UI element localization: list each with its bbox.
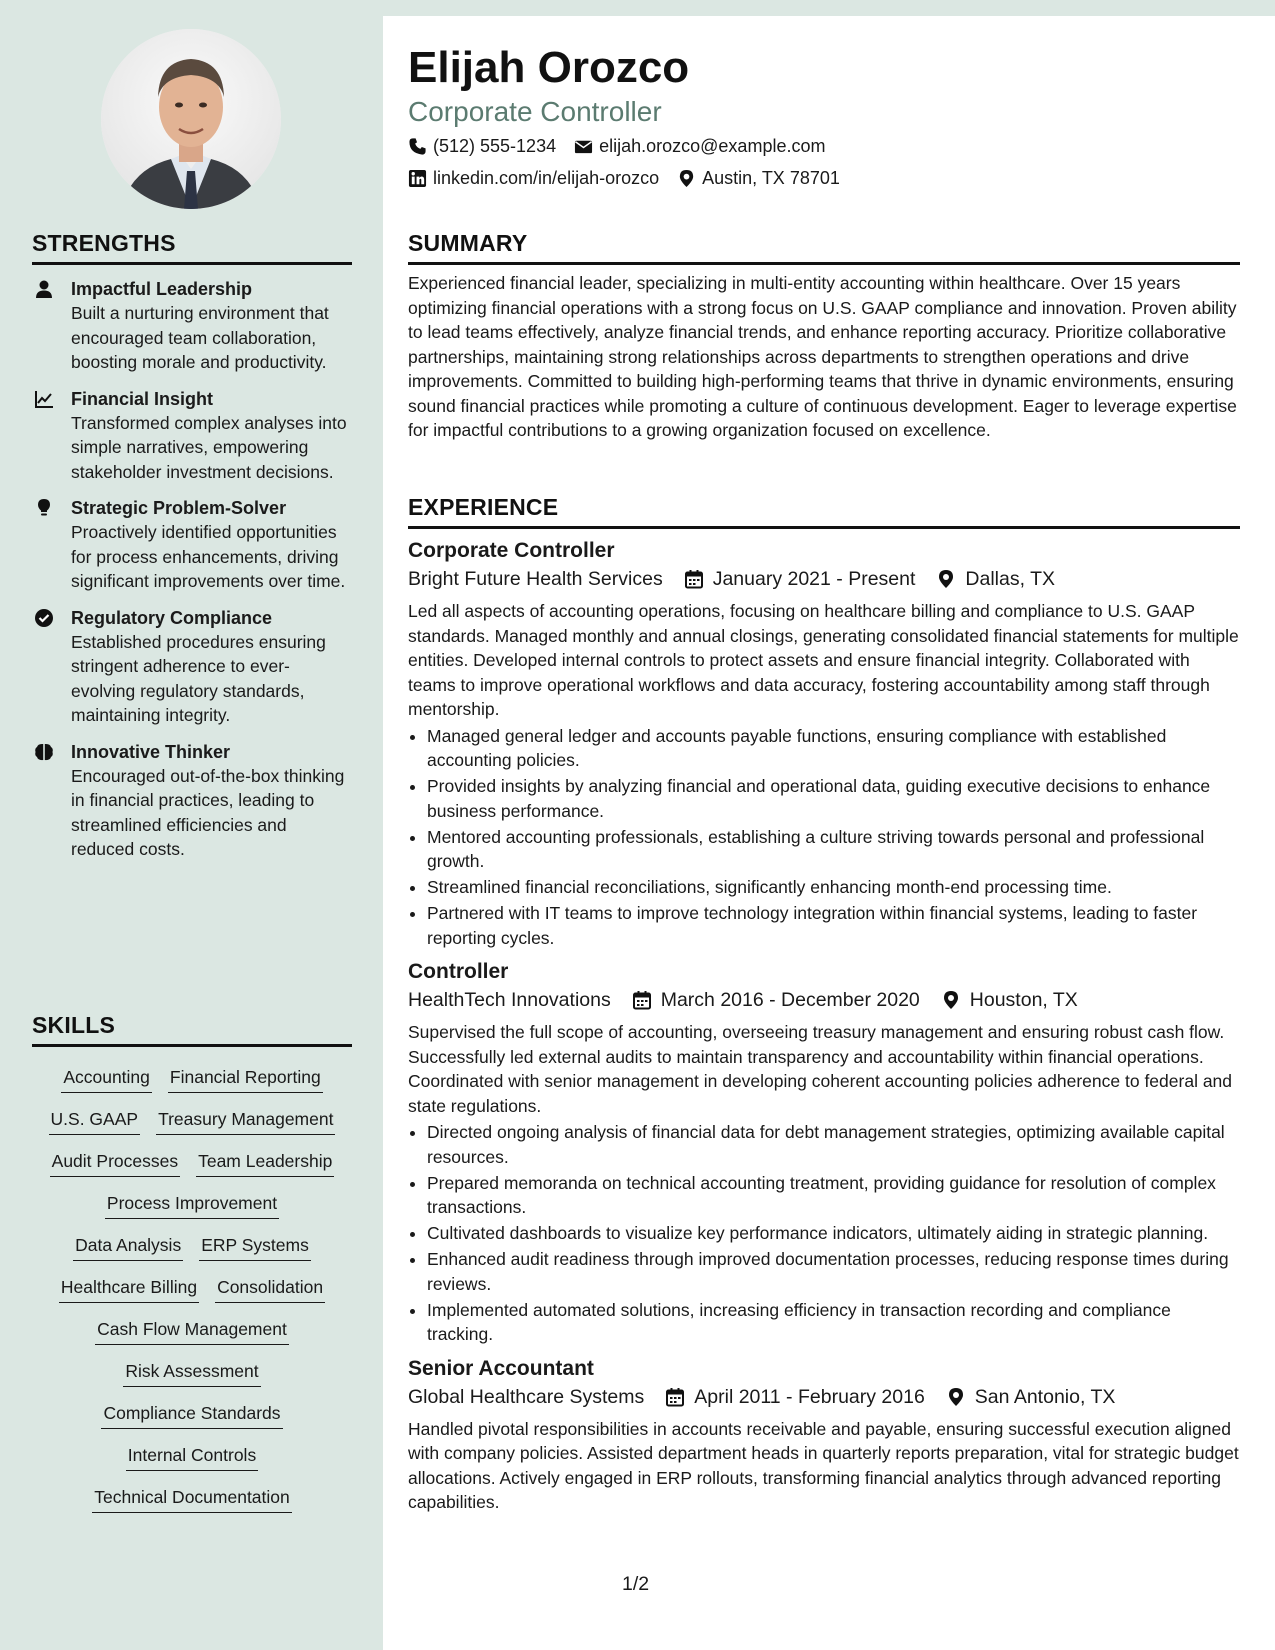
job-entry — [408, 1355, 1240, 1515]
strength-item — [32, 496, 352, 594]
skill-tag: Risk Assessment — [123, 1359, 260, 1387]
job-bullets — [408, 724, 1240, 951]
phone-icon — [408, 137, 427, 156]
strength-title: Impactful Leadership — [71, 279, 253, 299]
skill-tag: Internal Controls — [126, 1443, 258, 1471]
brain-icon — [34, 742, 54, 762]
strengths-section — [32, 230, 352, 862]
phone-text[interactable]: (512) 555-1234 — [433, 136, 557, 156]
skill-tag: Financial Reporting — [168, 1065, 323, 1093]
strengths-heading: STRENGTHS — [32, 230, 352, 265]
linkedin-text[interactable]: linkedin.com/in/elijah-orozco — [433, 168, 660, 188]
strength-title: Financial Insight — [71, 388, 214, 409]
list-item: • Managed general ledger and accounts payable functions, ensuring compliance with established accounting policies. — [427, 724, 1240, 773]
skills-row — [32, 1107, 352, 1135]
job-bullets — [408, 1120, 1240, 1347]
skills-row — [32, 1233, 352, 1261]
lightbulb-icon — [34, 498, 54, 518]
skills-row — [32, 1359, 352, 1387]
skill-tag: Treasury Management — [156, 1107, 335, 1135]
strength-item — [32, 606, 352, 728]
location-text: Austin, TX 78701 — [702, 168, 840, 188]
job-entry — [408, 537, 1240, 950]
job-company: Bright Future Health Services — [408, 568, 663, 590]
job-title: Controller — [408, 960, 509, 983]
location-pin-icon — [941, 990, 961, 1010]
strength-item — [32, 277, 352, 375]
skills-row — [32, 1485, 352, 1513]
job-description: Supervised the full scope of accounting, overseeing treasury management and ensuring robust cash flow. Successfully led external audits to maintain transparency and accountability within financial operations. Coordinated with senior management in developing coherent accounting policies adherence to federal and state regulations. — [408, 1022, 1233, 1116]
candidate-name: Elijah Orozco — [408, 43, 690, 92]
summary-heading: SUMMARY — [408, 230, 1240, 265]
list-item: • Prepared memoranda on technical accounting treatment, providing guidance for resolution of complex transactions. — [427, 1171, 1240, 1220]
job-company: Global Healthcare Systems — [408, 1385, 645, 1408]
strength-desc: Established procedures ensuring stringent adherence to ever-evolving regulatory standards, maintaining integrity. — [71, 631, 326, 725]
strength-title: Strategic Problem-Solver — [71, 498, 287, 518]
summary-text: Experienced financial leader, specializing in multi-entity accounting within healthcare. Over 15 years optimizing financial operations with a strong focus on U.S. GAAP compliance and innovation. Proven ability to lead teams effectively, analyze financial trends, and enhance reporting accuracy. Prioritize collaborative partnerships, maintaining strong relationships across departments to strengthen operations and drive improvements. Committed to building high-performing teams that thrive in dynamic environments, ensuring sound financial practices while promoting a culture of continuous development. Eager to leverage expertise for impactful contributions to a growing organization focused on excellence. — [408, 273, 1237, 440]
list-item: • Cultivated dashboards to visualize key performance indicators, ultimately aiding in strategic planning. — [427, 1221, 1240, 1246]
skills-row — [32, 1191, 352, 1219]
skills-row — [32, 1401, 352, 1429]
job-location: San Antonio, TX — [974, 1385, 1116, 1408]
skill-tag: Healthcare Billing — [59, 1275, 199, 1303]
list-item: • Mentored accounting professionals, establishing a culture striving towards personal and professional growth. — [427, 825, 1240, 874]
location-pin-icon — [936, 569, 956, 589]
skills-row — [32, 1065, 352, 1093]
list-item: • Implemented automated solutions, increasing efficiency in transaction recording and compliance tracking. — [427, 1298, 1240, 1347]
check-circle-icon — [34, 608, 54, 628]
job-meta — [408, 565, 1240, 593]
skills-row — [32, 1317, 352, 1345]
chart-line-icon — [34, 389, 54, 409]
skills-list — [32, 1047, 352, 1513]
skill-tag: Audit Processes — [50, 1149, 180, 1177]
skill-tag: Cash Flow Management — [95, 1317, 289, 1345]
strength-desc: Transformed complex analyses into simple narratives, empowering stakeholder investment decisions. — [71, 412, 347, 482]
skill-tag: Data Analysis — [73, 1233, 183, 1261]
calendar-icon — [632, 990, 652, 1010]
job-title: Senior Accountant — [408, 1356, 594, 1380]
strength-title: Innovative Thinker — [71, 741, 231, 762]
strength-title: Regulatory Compliance — [71, 607, 273, 628]
list-item: • Directed ongoing analysis of financial data for debt management strategies, optimizing available capital resources. — [427, 1120, 1240, 1169]
strength-desc: Proactively identified opportunities for process enhancements, driving significant improvements over time. — [71, 522, 346, 591]
experience-heading: EXPERIENCE — [408, 494, 1240, 529]
job-description: Led all aspects of accounting operations, focusing on healthcare billing and compliance to U.S. GAAP standards. Managed monthly and annual closings, generating consolidated financial statements for multiple entities. Developed internal controls to protect assets and ensure financial integrity. Collaborated with teams to improve operational workflows and data accuracy, fostering accountability among staff through mentorship. — [408, 601, 1239, 719]
job-description: Handled pivotal responsibilities in accounts receivable and payable, ensuring successful execution aligned with company policies. Assisted department heads in quarterly reports preparation, vital for strategic budget allocations. Actively engaged in ERP rollouts, transforming financial analytics through advanced reporting capabilities. — [408, 1418, 1239, 1512]
job-meta — [408, 1383, 1240, 1411]
skill-tag: ERP Systems — [199, 1233, 311, 1261]
job-location: Houston, TX — [969, 989, 1078, 1011]
skills-heading: SKILLS — [32, 1012, 352, 1047]
summary-section — [408, 230, 1240, 443]
calendar-icon — [684, 569, 704, 589]
list-item: • Streamlined financial reconciliations, significantly enhancing month-end processing time. — [427, 875, 1240, 900]
email-text[interactable]: elijah.orozco@example.com — [599, 136, 826, 156]
strength-desc: Built a nurturing environment that encouraged team collaboration, boosting morale and productivity. — [71, 303, 329, 372]
list-item: • Enhanced audit readiness through improved documentation processes, reducing response times during reviews. — [427, 1247, 1240, 1296]
job-company: HealthTech Innovations — [408, 989, 611, 1011]
skill-tag: U.S. GAAP — [49, 1107, 141, 1135]
strength-item — [32, 740, 352, 862]
job-title: Corporate Controller — [408, 539, 615, 562]
jobs-list — [408, 537, 1240, 1515]
strength-desc: Encouraged out-of-the-box thinking in financial practices, leading to streamlined efficiencies and reduced costs. — [71, 765, 345, 859]
page-number: 1/2 — [622, 1573, 650, 1595]
candidate-title: Corporate Controller — [408, 96, 662, 127]
skills-row — [32, 1149, 352, 1177]
skill-tag: Consolidation — [215, 1275, 325, 1303]
contact-row-1 — [408, 134, 825, 158]
skill-tag: Compliance Standards — [101, 1401, 282, 1429]
location-pin-icon — [677, 169, 696, 188]
user-icon — [34, 279, 54, 299]
location-pin-icon — [946, 1387, 966, 1407]
list-item: • Provided insights by analyzing financial and operational data, guiding executive decisions to enhance business performance. — [427, 774, 1240, 823]
linkedin-icon — [408, 169, 427, 188]
skill-tag: Accounting — [61, 1065, 152, 1093]
job-dates: March 2016 - December 2020 — [660, 989, 920, 1011]
skill-tag: Technical Documentation — [92, 1485, 292, 1513]
skills-row — [32, 1443, 352, 1471]
skill-tag: Team Leadership — [196, 1149, 334, 1177]
profile-photo — [101, 29, 281, 209]
job-location: Dallas, TX — [965, 568, 1055, 590]
email-icon — [574, 137, 593, 156]
experience-section — [408, 494, 1240, 1515]
contact-row-2 — [408, 166, 840, 190]
strength-item — [32, 387, 352, 485]
list-item: • Partnered with IT teams to improve technology integration within financial systems, leading to faster reporting cycles. — [427, 901, 1240, 950]
skills-row — [32, 1275, 352, 1303]
skill-tag: Process Improvement — [105, 1191, 279, 1219]
job-entry — [408, 958, 1240, 1347]
strengths-list — [32, 277, 352, 862]
job-dates: January 2021 - Present — [712, 568, 916, 590]
job-dates: April 2011 - February 2016 — [694, 1385, 925, 1408]
skills-section — [32, 1012, 352, 1513]
job-meta — [408, 986, 1240, 1014]
calendar-icon — [665, 1387, 685, 1407]
